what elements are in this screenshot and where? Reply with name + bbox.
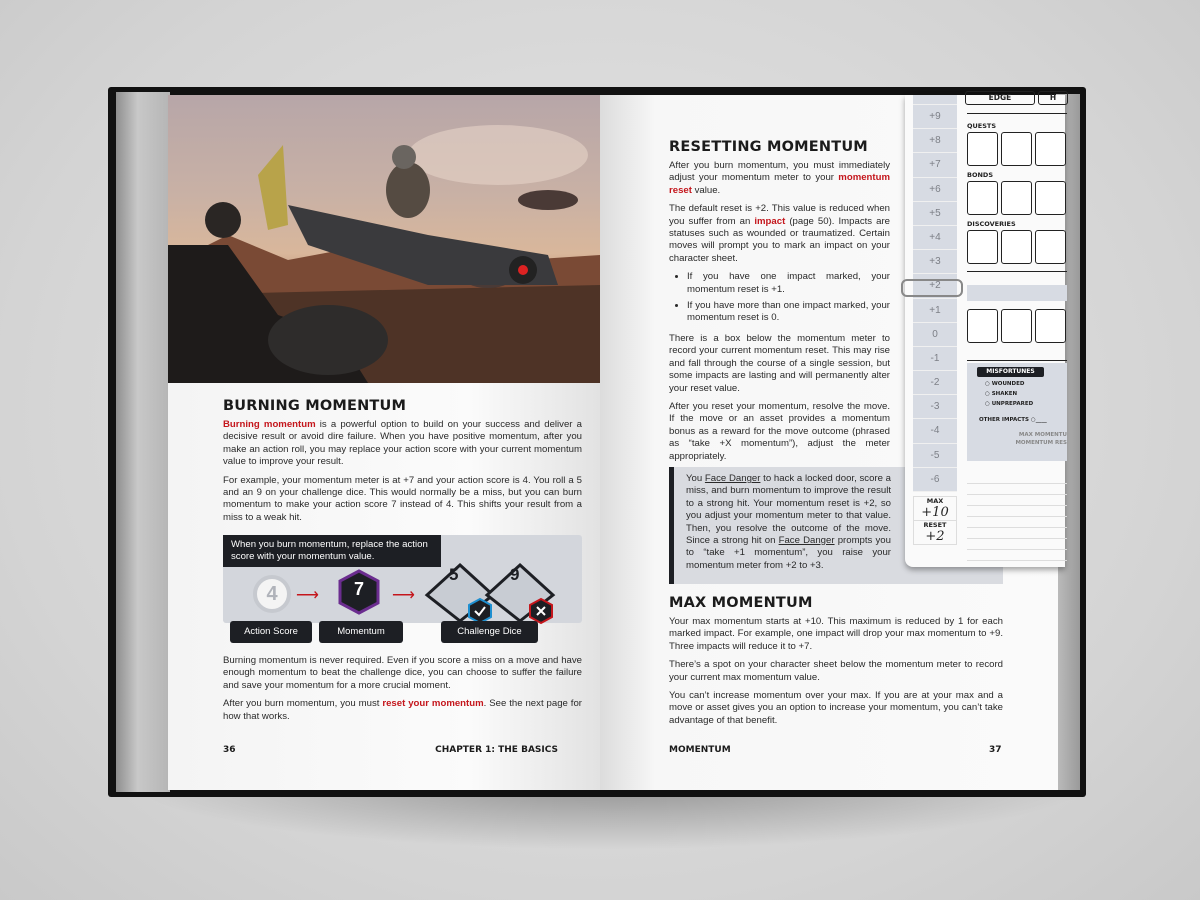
progress-box[interactable] xyxy=(1035,132,1066,166)
current-momentum-marker xyxy=(901,279,963,297)
paragraph: There’s a spot on your character sheet below the momentum meter to record your current max momentum value. xyxy=(669,659,1003,683)
action-score-circle: 4 xyxy=(253,575,291,613)
paragraph: After you reset your momentum, resolve the move. If the move or an asset provides a momentum bonus as a reward for the move outcome (phrased as “take +X momentum”), adjust the meter appropriately. xyxy=(669,400,890,462)
diagram-caption: When you burn momentum, replace the action score with your momentum value. xyxy=(223,535,441,567)
bullet-item: • If you have more than one impact marked, your momentum reset is 0. xyxy=(687,300,890,325)
section-heading: MAX MOMENTUM xyxy=(669,595,813,611)
meter-cell[interactable]: +1 xyxy=(913,299,957,323)
paragraph-text: to hack a locked door, score a miss, and burn momentum to improve the result to a strong hit. Your momentum reset is +2, so you adjust your momentum meter to that value. Then, you resolve the outcome of the move. Since a strong hit on xyxy=(686,473,892,547)
progress-box[interactable] xyxy=(1035,230,1066,264)
other-impacts[interactable]: OTHER IMPACTS ○____ xyxy=(979,417,1047,423)
label-action-score: Action Score xyxy=(230,621,312,643)
meter-cell xyxy=(913,95,957,105)
example-text xyxy=(686,473,891,572)
meter-cell[interactable]: +6 xyxy=(913,178,957,202)
stat-next: H xyxy=(1038,91,1068,105)
paragraph-text: is a powerful option to build on your success and deliver a decisive result or avoid dire failure. When you have positive momentum, after you make an action roll, you may replace your action score with your current momentum value to improve your result. xyxy=(223,419,582,468)
progress-box[interactable] xyxy=(1001,230,1032,264)
page-number: 36 xyxy=(223,745,236,755)
meter-cell[interactable]: +5 xyxy=(913,202,957,226)
hoverbike-illustration xyxy=(168,95,600,383)
challenge-dice xyxy=(425,563,565,625)
paragraph: There is a box below the momentum meter to record your current momentum reset. This may rise and fall through the course of a single session, but some impacts are lasting and will permanently alter your reset value. xyxy=(669,332,890,394)
paragraph xyxy=(669,160,890,197)
progress-box[interactable] xyxy=(967,132,998,166)
notes-lines xyxy=(967,473,1067,561)
momentum-reset-label: MOMENTUM RES xyxy=(1015,440,1067,446)
impact-shaken[interactable]: ○ SHAKEN xyxy=(985,391,1018,397)
max-momentum-label: MAX MOMENTU xyxy=(1018,432,1067,438)
divider xyxy=(967,113,1067,114)
impact-wounded[interactable]: ○ WOUNDED xyxy=(985,381,1025,387)
impact-label: UNPREPARED xyxy=(991,401,1034,407)
quests-label: QUESTS xyxy=(967,122,997,130)
character-sheet xyxy=(905,95,1065,567)
meter-cell[interactable]: +3 xyxy=(913,250,957,274)
progress-box[interactable] xyxy=(1035,181,1066,215)
page-number: 37 xyxy=(989,745,1002,755)
term-reset-momentum: reset your momentum xyxy=(382,698,484,710)
progress-box[interactable] xyxy=(1001,181,1032,215)
left-page xyxy=(168,95,600,790)
meter-cell[interactable]: +9 xyxy=(913,105,957,129)
progress-box[interactable] xyxy=(967,309,998,343)
bullet-list xyxy=(687,271,890,325)
momentum-hexagon xyxy=(339,570,379,614)
bullet-item: • If you have one impact marked, your momentum reset is +1. xyxy=(687,271,890,296)
term-momentum-reset: momentum reset xyxy=(669,172,890,196)
paragraph-text: You xyxy=(686,473,705,484)
sheet-band xyxy=(967,285,1067,301)
max-label: MAX xyxy=(926,497,944,505)
term-impact: impact xyxy=(754,215,786,227)
label-challenge-dice: Challenge Dice xyxy=(441,621,538,643)
meter-cell[interactable]: -1 xyxy=(913,347,957,371)
reset-label: RESET xyxy=(914,520,956,529)
running-head: MOMENTUM xyxy=(669,745,731,755)
impact-list xyxy=(985,379,1067,409)
term-burning-momentum: Burning momentum xyxy=(223,419,316,430)
meter-cell[interactable]: -3 xyxy=(913,395,957,419)
die-2-value: 9 xyxy=(510,565,520,584)
momentum-labels xyxy=(1007,431,1067,447)
stat-edge: EDGE xyxy=(965,91,1035,105)
misfortunes-label: MISFORTUNES xyxy=(977,367,1044,377)
impact-label: SHAKEN xyxy=(991,391,1018,397)
paragraph: You can’t increase momentum over your max. If you are at your max and a move or asset gives you an option to increase your momentum, you can’t take advantage of that benefit. xyxy=(669,690,1003,726)
meter-cell[interactable]: 0 xyxy=(913,323,957,347)
paragraph-text: The default reset is +2. This value is reduced when you suffer from an xyxy=(669,203,890,227)
section-heading: RESETTING MOMENTUM xyxy=(669,139,868,155)
momentum-meter xyxy=(913,95,957,545)
arrow-right-icon: ⟶ xyxy=(392,587,415,604)
meter-cell[interactable]: +7 xyxy=(913,153,957,177)
meter-cell[interactable]: -5 xyxy=(913,444,957,468)
paragraph-text: After you burn momentum, you must immediately adjust your momentum meter to your xyxy=(669,160,890,184)
d10-dice-icon xyxy=(425,563,565,625)
paragraph xyxy=(669,203,890,265)
right-page xyxy=(600,93,1067,790)
meter-cell[interactable]: +2 xyxy=(913,274,957,298)
max-reset-box xyxy=(913,496,957,545)
paragraph xyxy=(223,698,582,723)
paragraph-text: prompts you to “take +1 momentum”, you raise your momentum meter from +2 to +3. xyxy=(686,535,891,571)
reset-value: +2 xyxy=(925,529,945,544)
meter-cell[interactable]: +4 xyxy=(913,226,957,250)
label-momentum: Momentum xyxy=(319,621,403,643)
link-face-danger[interactable]: Face Danger xyxy=(704,473,761,484)
progress-box[interactable] xyxy=(1001,309,1032,343)
arrow-right-icon: ⟶ xyxy=(296,587,319,604)
meter-cell[interactable]: -2 xyxy=(913,371,957,395)
meter-cell[interactable]: -4 xyxy=(913,419,957,443)
paragraph xyxy=(223,419,582,469)
progress-box[interactable] xyxy=(1035,309,1066,343)
divider xyxy=(967,360,1067,361)
meter-cell[interactable]: -6 xyxy=(913,468,957,492)
section-heading: BURNING MOMENTUM xyxy=(223,398,407,414)
impact-unprepared[interactable]: ○ UNPREPARED xyxy=(985,401,1034,407)
paragraph: Burning momentum is never required. Even if you score a miss on a move and have enough momentum to beat the challenge dice, you can choose to suffer the failure and save your momentum for a more crucial moment. xyxy=(223,655,582,691)
other-impacts-label: OTHER IMPACTS xyxy=(979,417,1029,423)
discoveries-label: DISCOVERIES xyxy=(967,220,1016,228)
paragraph-text: (page 50). Impacts are statuses such as wounded or traumatized. Certain moves will prompt you to mark an impact on your character sheet. xyxy=(669,215,890,264)
max-value: +10 xyxy=(921,505,949,520)
paragraph: For example, your momentum meter is at +7 and your action score is 4. You roll a 5 and an 9 on your challenge dice. This would normally be a miss, but you can burn momentum to make your action score 7 instead of 4. This shifts your result from a miss to a weak hit. xyxy=(223,474,582,523)
illustration-art xyxy=(168,95,600,383)
page-edges-left xyxy=(116,92,170,792)
momentum-value: 7 xyxy=(353,579,364,599)
paragraph: Your max momentum starts at +10. This maximum is reduced by 1 for each marked impact. For example, one impact will drop your max momentum to +9. Three impacts will reduce it to +7. xyxy=(669,616,1003,652)
die-1-value: 5 xyxy=(449,565,459,584)
progress-box[interactable] xyxy=(967,181,998,215)
paragraph-text: After you burn momentum, you must xyxy=(223,698,383,710)
impacts-panel xyxy=(967,363,1067,461)
link-face-danger[interactable]: Face Danger xyxy=(778,535,835,547)
divider xyxy=(967,271,1067,272)
paragraph-text: . See the next page for how that works. xyxy=(223,698,582,722)
progress-box[interactable] xyxy=(967,230,998,264)
meter-cell[interactable]: +8 xyxy=(913,129,957,153)
running-head: CHAPTER 1: THE BASICS xyxy=(435,745,558,755)
impact-label: WOUNDED xyxy=(991,381,1025,387)
paragraph-text: value. xyxy=(691,184,721,196)
progress-box[interactable] xyxy=(1001,132,1032,166)
bonds-label: BONDS xyxy=(967,171,993,179)
